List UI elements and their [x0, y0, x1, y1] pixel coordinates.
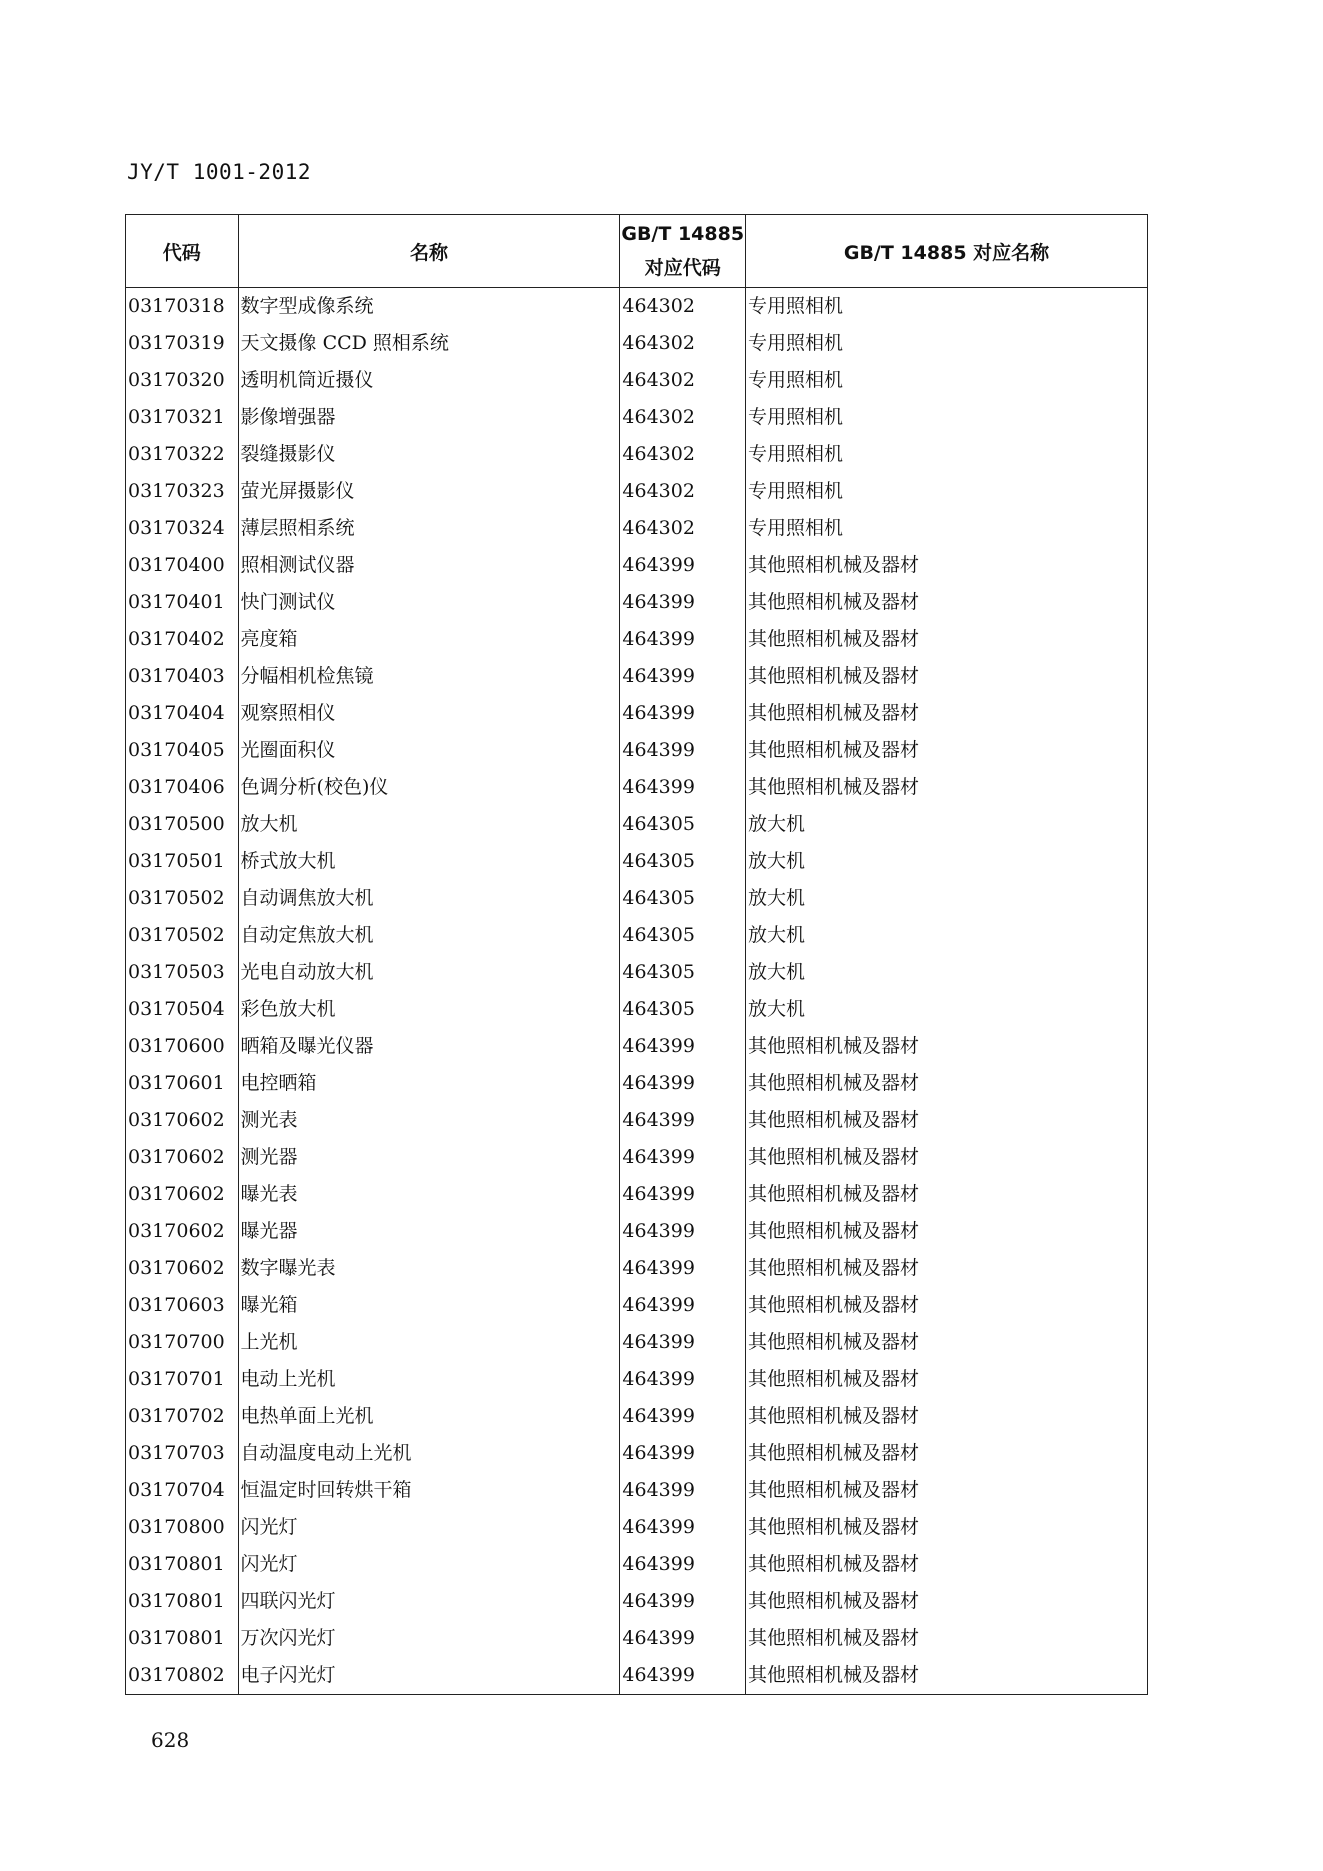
cell-gb-code: 464399: [620, 1028, 746, 1065]
cell-name: 天文摄像 CCD 照相系统: [238, 325, 620, 362]
table-row: [126, 1361, 1148, 1398]
cell-gb-name: 专用照相机: [746, 325, 1148, 362]
table-row: [126, 1176, 1148, 1213]
cell-gb-code: 464399: [620, 769, 746, 806]
cell-gb-name: 其他照相机械及器材: [746, 1324, 1148, 1361]
cell-code: 03170319: [126, 325, 239, 362]
table-row: [126, 1657, 1148, 1695]
table-row: [126, 1102, 1148, 1139]
cell-gb-code: 464399: [620, 1065, 746, 1102]
cell-code: 03170324: [126, 510, 239, 547]
cell-gb-name: 其他照相机械及器材: [746, 1398, 1148, 1435]
cell-code: 03170318: [126, 288, 239, 326]
cell-name: 透明机筒近摄仪: [238, 362, 620, 399]
cell-gb-code: 464399: [620, 621, 746, 658]
table-row: [126, 1509, 1148, 1546]
cell-gb-code: 464399: [620, 1583, 746, 1620]
cell-code: 03170500: [126, 806, 239, 843]
cell-name: 亮度箱: [238, 621, 620, 658]
cell-gb-name: 专用照相机: [746, 288, 1148, 326]
cell-gb-name: 其他照相机械及器材: [746, 1176, 1148, 1213]
cell-gb-name: 其他照相机械及器材: [746, 1287, 1148, 1324]
table-header-row: [126, 215, 1148, 288]
cell-code: 03170601: [126, 1065, 239, 1102]
cell-name: 数字曝光表: [238, 1250, 620, 1287]
cell-code: 03170322: [126, 436, 239, 473]
cell-gb-name: 其他照相机械及器材: [746, 1028, 1148, 1065]
cell-name: 数字型成像系统: [238, 288, 620, 326]
cell-gb-code: 464302: [620, 510, 746, 547]
cell-code: 03170400: [126, 547, 239, 584]
cell-gb-code: 464399: [620, 1102, 746, 1139]
table-row: [126, 1472, 1148, 1509]
cell-gb-code: 464399: [620, 1398, 746, 1435]
cell-name: 电热单面上光机: [238, 1398, 620, 1435]
cell-gb-name: 其他照相机械及器材: [746, 1583, 1148, 1620]
table-row: [126, 510, 1148, 547]
cell-gb-code: 464305: [620, 954, 746, 991]
cell-code: 03170503: [126, 954, 239, 991]
table-row: [126, 769, 1148, 806]
cell-gb-code: 464302: [620, 288, 746, 326]
table-row: [126, 1213, 1148, 1250]
cell-gb-name: 其他照相机械及器材: [746, 1065, 1148, 1102]
header-name: 名称: [238, 215, 620, 288]
cell-code: 03170401: [126, 584, 239, 621]
cell-gb-code: 464399: [620, 1472, 746, 1509]
cell-code: 03170704: [126, 1472, 239, 1509]
cell-gb-code: 464399: [620, 732, 746, 769]
cell-gb-code: 464302: [620, 362, 746, 399]
cell-gb-code: 464399: [620, 1509, 746, 1546]
cell-gb-name: 其他照相机械及器材: [746, 732, 1148, 769]
cell-gb-name: 其他照相机械及器材: [746, 621, 1148, 658]
cell-name: 闪光灯: [238, 1546, 620, 1583]
cell-code: 03170801: [126, 1620, 239, 1657]
cell-name: 萤光屏摄影仪: [238, 473, 620, 510]
cell-gb-name: 其他照相机械及器材: [746, 1620, 1148, 1657]
cell-code: 03170600: [126, 1028, 239, 1065]
cell-gb-name: 其他照相机械及器材: [746, 1213, 1148, 1250]
cell-name: 上光机: [238, 1324, 620, 1361]
cell-gb-code: 464399: [620, 1139, 746, 1176]
cell-code: 03170502: [126, 917, 239, 954]
cell-code: 03170801: [126, 1583, 239, 1620]
cell-code: 03170800: [126, 1509, 239, 1546]
cell-gb-code: 464399: [620, 1657, 746, 1695]
cell-gb-code: 464399: [620, 547, 746, 584]
cell-gb-code: 464399: [620, 1620, 746, 1657]
cell-gb-name: 其他照相机械及器材: [746, 584, 1148, 621]
table-row: [126, 288, 1148, 326]
table-row: [126, 695, 1148, 732]
cell-gb-code: 464302: [620, 473, 746, 510]
cell-gb-name: 其他照相机械及器材: [746, 769, 1148, 806]
table-row: [126, 1028, 1148, 1065]
header-gb-code: [620, 215, 746, 288]
cell-code: 03170502: [126, 880, 239, 917]
cell-code: 03170501: [126, 843, 239, 880]
table-row: [126, 1546, 1148, 1583]
cell-gb-name: 放大机: [746, 880, 1148, 917]
cell-gb-name: 其他照相机械及器材: [746, 1361, 1148, 1398]
cell-gb-code: 464399: [620, 1287, 746, 1324]
cell-gb-name: 专用照相机: [746, 399, 1148, 436]
cell-code: 03170323: [126, 473, 239, 510]
table-row: [126, 917, 1148, 954]
header-gb-name: GB/T 14885 对应名称: [746, 215, 1148, 288]
cell-gb-name: 其他照相机械及器材: [746, 1250, 1148, 1287]
cell-name: 晒箱及曝光仪器: [238, 1028, 620, 1065]
table-row: [126, 732, 1148, 769]
document-id: JY/T 1001-2012: [127, 160, 312, 184]
table-row: [126, 658, 1148, 695]
cell-gb-name: 专用照相机: [746, 362, 1148, 399]
cell-gb-code: 464399: [620, 1361, 746, 1398]
cell-gb-name: 专用照相机: [746, 436, 1148, 473]
header-gb-code-line2: 对应代码: [644, 257, 721, 279]
table-row: [126, 362, 1148, 399]
cell-name: 曝光表: [238, 1176, 620, 1213]
table-row: [126, 473, 1148, 510]
cell-gb-code: 464399: [620, 584, 746, 621]
cell-name: 裂缝摄影仪: [238, 436, 620, 473]
cell-gb-code: 464305: [620, 917, 746, 954]
cell-name: 万次闪光灯: [238, 1620, 620, 1657]
cell-gb-code: 464399: [620, 1250, 746, 1287]
page-number: 628: [151, 1728, 190, 1752]
cell-code: 03170406: [126, 769, 239, 806]
cell-name: 电控晒箱: [238, 1065, 620, 1102]
cell-code: 03170405: [126, 732, 239, 769]
table-row: [126, 1398, 1148, 1435]
cell-code: 03170602: [126, 1139, 239, 1176]
table-row: [126, 1287, 1148, 1324]
cell-name: 恒温定时回转烘干箱: [238, 1472, 620, 1509]
cell-gb-name: 其他照相机械及器材: [746, 1102, 1148, 1139]
cell-gb-name: 专用照相机: [746, 473, 1148, 510]
cell-gb-name: 放大机: [746, 917, 1148, 954]
cell-name: 光圈面积仪: [238, 732, 620, 769]
cell-code: 03170701: [126, 1361, 239, 1398]
cell-gb-name: 专用照相机: [746, 510, 1148, 547]
cell-name: 自动温度电动上光机: [238, 1435, 620, 1472]
cell-gb-name: 其他照相机械及器材: [746, 1509, 1148, 1546]
cell-name: 桥式放大机: [238, 843, 620, 880]
cell-name: 分幅相机检焦镜: [238, 658, 620, 695]
cell-name: 光电自动放大机: [238, 954, 620, 991]
cell-code: 03170404: [126, 695, 239, 732]
table-row: [126, 1139, 1148, 1176]
cell-code: 03170403: [126, 658, 239, 695]
table-body: [126, 288, 1148, 1695]
cell-name: 电子闪光灯: [238, 1657, 620, 1695]
cell-name: 快门测试仪: [238, 584, 620, 621]
cell-name: 影像增强器: [238, 399, 620, 436]
cell-code: 03170320: [126, 362, 239, 399]
cell-code: 03170802: [126, 1657, 239, 1695]
cell-gb-code: 464399: [620, 1176, 746, 1213]
cell-gb-name: 其他照相机械及器材: [746, 1139, 1148, 1176]
cell-name: 测光器: [238, 1139, 620, 1176]
cell-gb-name: 其他照相机械及器材: [746, 695, 1148, 732]
cell-code: 03170602: [126, 1176, 239, 1213]
cell-gb-code: 464399: [620, 695, 746, 732]
table-row: [126, 399, 1148, 436]
cell-gb-code: 464399: [620, 1546, 746, 1583]
cell-gb-name: 放大机: [746, 954, 1148, 991]
table-row: [126, 436, 1148, 473]
table-row: [126, 991, 1148, 1028]
cell-code: 03170700: [126, 1324, 239, 1361]
cell-code: 03170703: [126, 1435, 239, 1472]
cell-name: 放大机: [238, 806, 620, 843]
table-row: [126, 1065, 1148, 1102]
cell-gb-code: 464399: [620, 1435, 746, 1472]
table-row: [126, 547, 1148, 584]
cell-gb-name: 其他照相机械及器材: [746, 658, 1148, 695]
cell-code: 03170801: [126, 1546, 239, 1583]
cell-code: 03170702: [126, 1398, 239, 1435]
header-code: 代码: [126, 215, 239, 288]
header-gb-code-line1: GB/T 14885: [621, 223, 745, 245]
cell-code: 03170321: [126, 399, 239, 436]
table-row: [126, 843, 1148, 880]
table-row: [126, 1250, 1148, 1287]
cell-name: 闪光灯: [238, 1509, 620, 1546]
cell-gb-code: 464399: [620, 1324, 746, 1361]
table-row: [126, 621, 1148, 658]
table-row: [126, 954, 1148, 991]
cell-gb-code: 464305: [620, 991, 746, 1028]
cell-name: 测光表: [238, 1102, 620, 1139]
table-row: [126, 1583, 1148, 1620]
cell-name: 照相测试仪器: [238, 547, 620, 584]
code-mapping-table: [125, 214, 1148, 1695]
cell-gb-code: 464305: [620, 843, 746, 880]
cell-gb-name: 其他照相机械及器材: [746, 1657, 1148, 1695]
cell-name: 电动上光机: [238, 1361, 620, 1398]
cell-gb-code: 464302: [620, 325, 746, 362]
cell-gb-name: 放大机: [746, 843, 1148, 880]
table-row: [126, 584, 1148, 621]
cell-name: 四联闪光灯: [238, 1583, 620, 1620]
cell-name: 自动调焦放大机: [238, 880, 620, 917]
cell-gb-name: 其他照相机械及器材: [746, 1472, 1148, 1509]
cell-name: 彩色放大机: [238, 991, 620, 1028]
cell-gb-code: 464302: [620, 399, 746, 436]
cell-gb-name: 其他照相机械及器材: [746, 1435, 1148, 1472]
cell-name: 薄层照相系统: [238, 510, 620, 547]
cell-gb-code: 464302: [620, 436, 746, 473]
cell-name: 曝光箱: [238, 1287, 620, 1324]
cell-code: 03170602: [126, 1213, 239, 1250]
cell-name: 曝光器: [238, 1213, 620, 1250]
cell-gb-code: 464305: [620, 806, 746, 843]
cell-code: 03170603: [126, 1287, 239, 1324]
table-row: [126, 1435, 1148, 1472]
table-row: [126, 1324, 1148, 1361]
cell-code: 03170504: [126, 991, 239, 1028]
cell-code: 03170602: [126, 1102, 239, 1139]
cell-name: 观察照相仪: [238, 695, 620, 732]
cell-name: 自动定焦放大机: [238, 917, 620, 954]
table-row: [126, 880, 1148, 917]
cell-gb-code: 464399: [620, 658, 746, 695]
cell-code: 03170602: [126, 1250, 239, 1287]
cell-name: 色调分析(校色)仪: [238, 769, 620, 806]
table-row: [126, 806, 1148, 843]
table-row: [126, 325, 1148, 362]
cell-gb-code: 464399: [620, 1213, 746, 1250]
cell-code: 03170402: [126, 621, 239, 658]
cell-gb-name: 其他照相机械及器材: [746, 547, 1148, 584]
table-row: [126, 1620, 1148, 1657]
cell-gb-name: 其他照相机械及器材: [746, 1546, 1148, 1583]
cell-gb-name: 放大机: [746, 806, 1148, 843]
cell-gb-code: 464305: [620, 880, 746, 917]
cell-gb-name: 放大机: [746, 991, 1148, 1028]
